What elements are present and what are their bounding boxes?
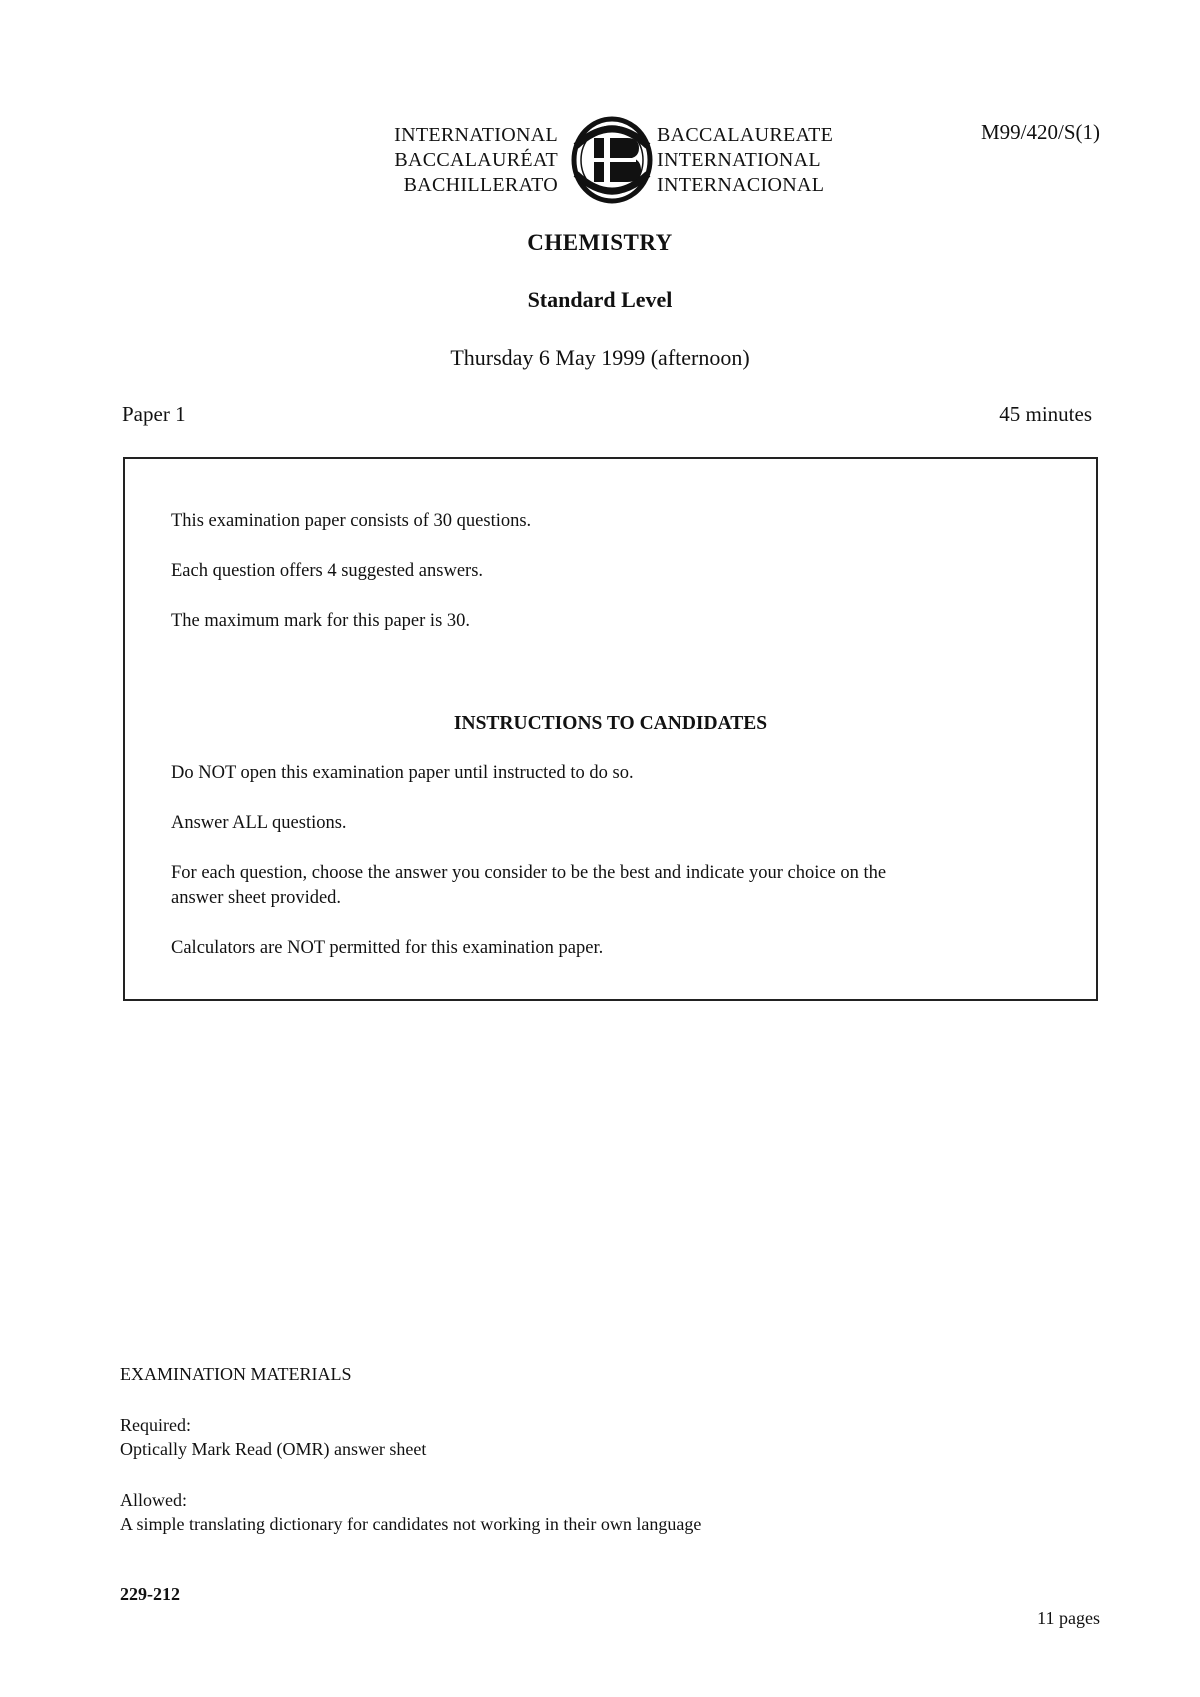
instruction-line: Do NOT open this examination paper until instructed to do so. xyxy=(171,763,634,783)
exam-duration: 45 minutes xyxy=(999,402,1092,426)
materials-heading: EXAMINATION MATERIALS xyxy=(120,1364,352,1384)
org-line: BACCALAURÉAT xyxy=(394,149,558,171)
org-line: BACHILLERATO xyxy=(403,174,558,196)
instruction-line: answer sheet provided. xyxy=(171,888,342,908)
paper-reference: 229-212 xyxy=(120,1584,180,1604)
org-name-right xyxy=(657,123,833,198)
org-line: INTERNATIONAL xyxy=(394,124,558,146)
page-count: 11 pages xyxy=(1037,1608,1100,1628)
subject-title: CHEMISTRY xyxy=(527,230,673,255)
exam-date: Thursday 6 May 1999 (afternoon) xyxy=(450,345,750,370)
org-name-left xyxy=(394,123,558,198)
level-title: Standard Level xyxy=(527,287,673,312)
org-line: BACCALAUREATE xyxy=(657,124,834,146)
allowed-label: Allowed: xyxy=(120,1490,187,1510)
instruction-line: Calculators are NOT permitted for this examination paper. xyxy=(171,938,604,958)
info-line: This examination paper consists of 30 questions. xyxy=(171,511,532,531)
org-line: INTERNATIONAL xyxy=(657,149,821,171)
instructions-box xyxy=(123,457,1098,1001)
exam-code: M99/420/S(1) xyxy=(980,120,1100,144)
instruction-line: For each question, choose the answer you consider to be the best and indicate your choice on the xyxy=(171,863,887,883)
instructions-heading: INSTRUCTIONS TO CANDIDATES xyxy=(453,713,768,734)
instruction-line: Answer ALL questions. xyxy=(171,813,347,833)
required-item: Optically Mark Read (OMR) answer sheet xyxy=(120,1439,427,1459)
allowed-item: A simple translating dictionary for candidates not working in their own language xyxy=(120,1514,702,1534)
paper-number: Paper 1 xyxy=(122,402,186,426)
info-line: The maximum mark for this paper is 30. xyxy=(171,611,471,631)
ib-logo xyxy=(570,116,654,204)
org-line: INTERNACIONAL xyxy=(657,174,825,196)
required-label: Required: xyxy=(120,1415,191,1435)
info-line: Each question offers 4 suggested answers. xyxy=(171,561,484,581)
